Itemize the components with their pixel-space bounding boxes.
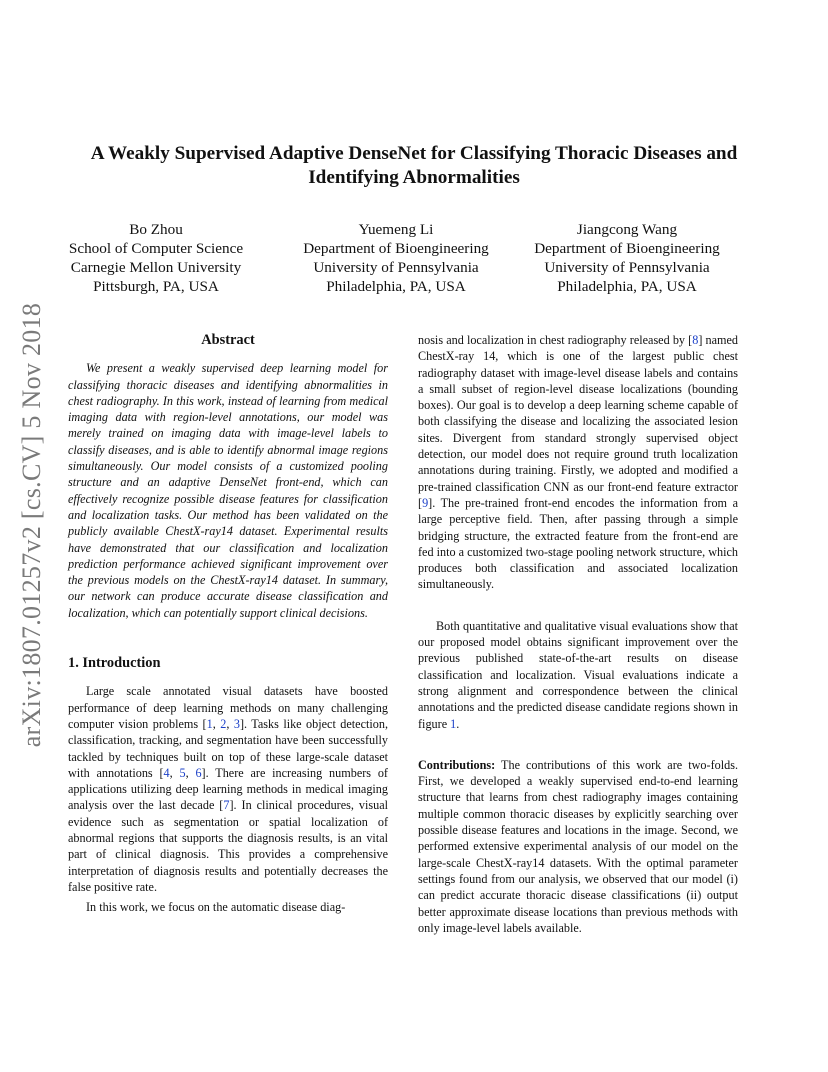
author-dept: Department of Bioengineering <box>303 240 489 257</box>
title-line-2: Identifying Abnormalities <box>308 167 520 188</box>
contributions-paragraph: Contributions: The contributions of this work are two-folds. First, we developed a weakly supervised end-to-end learning structure that learns from chest radiography images containing multiple common thoracic diseases by explicitly searching over possible disease features and locations in the image. Second, we performed extensive experimental analysis of our model on the large-scale ChestX-ray14 datasets. With the optimal parameter settings found from our analysis, we observed that our model (i) can predict accurate thoracic disease classifications (ii) output better approximate disease locations than previous methods with only image-level labels available. <box>418 757 738 935</box>
author-name: Yuemeng Li <box>358 221 434 238</box>
right-paragraph-1: nosis and localization in chest radiography released by [8] named ChestX-ray 14, which is one of the largest public chest radiography dataset with image-level disease labels and contains a small subset of region-level disease localizations (bounding boxes). Our goal is to develop a deep learning scheme capable of both classifying the disease and localizing the associated lesion sites. Divergent from standard strongly supervised object detection, our model does not require ground truth localization annotations during training. Firstly, we adopted and modified a pre-trained classification CNN as our front-end feature extractor [9]. The pre-trained front-end encodes the information from a large perceptive field. Then, after passing through a simple bridging structure, the extracted feature from the front-end are fed into a customized two-stage pooling network structure, which produces both classification and associated localization simultaneously. <box>418 333 738 592</box>
author-block-2 <box>296 220 496 296</box>
citation-link[interactable]: 6 <box>195 765 202 780</box>
contributions-label: Contributions: <box>418 757 496 772</box>
paper-title <box>60 142 768 190</box>
author-location: Philadelphia, PA, USA <box>326 278 466 295</box>
author-dept: School of Computer Science <box>68 240 244 257</box>
intro-paragraph-1: Large scale annotated visual datasets have boosted performance of deep learning methods on many challenging computer vision problems [1, 2, 3]. Tasks like object detection, classification, tracking, and segmentation have been successfully tackled by techniques built on top of these large-scale dataset with annotations [4, 5, 6]. There are increasing numbers of applications utilizing deep learning methods in medical imaging analysis over the last decade [7]. In clinical procedures, visual evidence such as segmentation or spatial localization of abnormal regions that supports the diagnosis results, is an vital part of clinical diagnosis. This provides a comprehensive interpretation of diagnosis results and potentially decreases the false positive rate. <box>68 684 389 894</box>
left-column <box>68 332 388 916</box>
abstract-heading: Abstract <box>201 332 255 348</box>
citation-link[interactable]: 3 <box>233 716 240 731</box>
citation-link[interactable]: 7 <box>223 798 230 813</box>
author-block-1 <box>66 220 246 296</box>
arxiv-id: arXiv:1807.01257v2 [cs.CV] 5 Nov 2018 <box>17 302 46 748</box>
right-column <box>418 332 738 936</box>
author-name: Jiangcong Wang <box>576 221 678 238</box>
author-block-3 <box>527 220 727 296</box>
citation-link[interactable]: 2 <box>220 716 227 731</box>
introduction-heading: 1. Introduction <box>68 655 161 672</box>
abstract-text: We present a weakly supervised deep learning model for classifying thoracic diseases and identifying abnormalities in chest radiography. In this work, instead of learning from medical imaging data with region-level annotations, our model was merely trained on imaging data with image-level labels to classify diseases, and is able to identify abnormal image regions simultaneously. Our model consists of a customized pooling structure and an adaptive DenseNet front-end, which can effectively recognize possible disease features for classification and localization tasks. Our method has been validated on the publicly available ChestX-ray14 dataset. Experimental results have demonstrated that our classification and localization prediction performance achieved significant improvement over the previous models on the ChestX-ray14 dataset. In summary, our network can produce accurate disease classification and localization, which can potentially support clinical decisions. <box>68 361 388 620</box>
author-univ: University of Pennsylvania <box>313 259 479 276</box>
citation-link[interactable]: 1 <box>206 716 213 731</box>
author-location: Philadelphia, PA, USA <box>557 278 697 295</box>
citation-link[interactable]: 9 <box>422 495 429 510</box>
author-univ: Carnegie Mellon University <box>70 259 242 276</box>
figure-link[interactable]: 1 <box>450 716 457 731</box>
author-dept: Department of Bioengineering <box>534 240 720 257</box>
author-location: Pittsburgh, PA, USA <box>93 278 219 295</box>
citation-link[interactable]: 4 <box>163 765 170 780</box>
citation-link[interactable]: 5 <box>179 765 186 780</box>
arxiv-stamp <box>12 290 52 760</box>
title-line-1: A Weakly Supervised Adaptive DenseNet for Classifying Thoracic Diseases and <box>90 143 738 164</box>
right-paragraph-2: Both quantitative and qualitative visual evaluations show that our proposed model obtains significant improvement over the previous published state-of-the-art results on disease classification and localization. Visual evaluations indicate a strong alignment and correspondence between the clinical annotations and the predicted disease candidate regions shown in figure 1. <box>418 618 738 731</box>
citation-link[interactable]: 8 <box>692 333 699 347</box>
author-univ: University of Pennsylvania <box>544 259 710 276</box>
intro-paragraph-2: In this work, we focus on the automatic disease diag- <box>86 900 346 915</box>
author-name: Bo Zhou <box>129 221 183 238</box>
